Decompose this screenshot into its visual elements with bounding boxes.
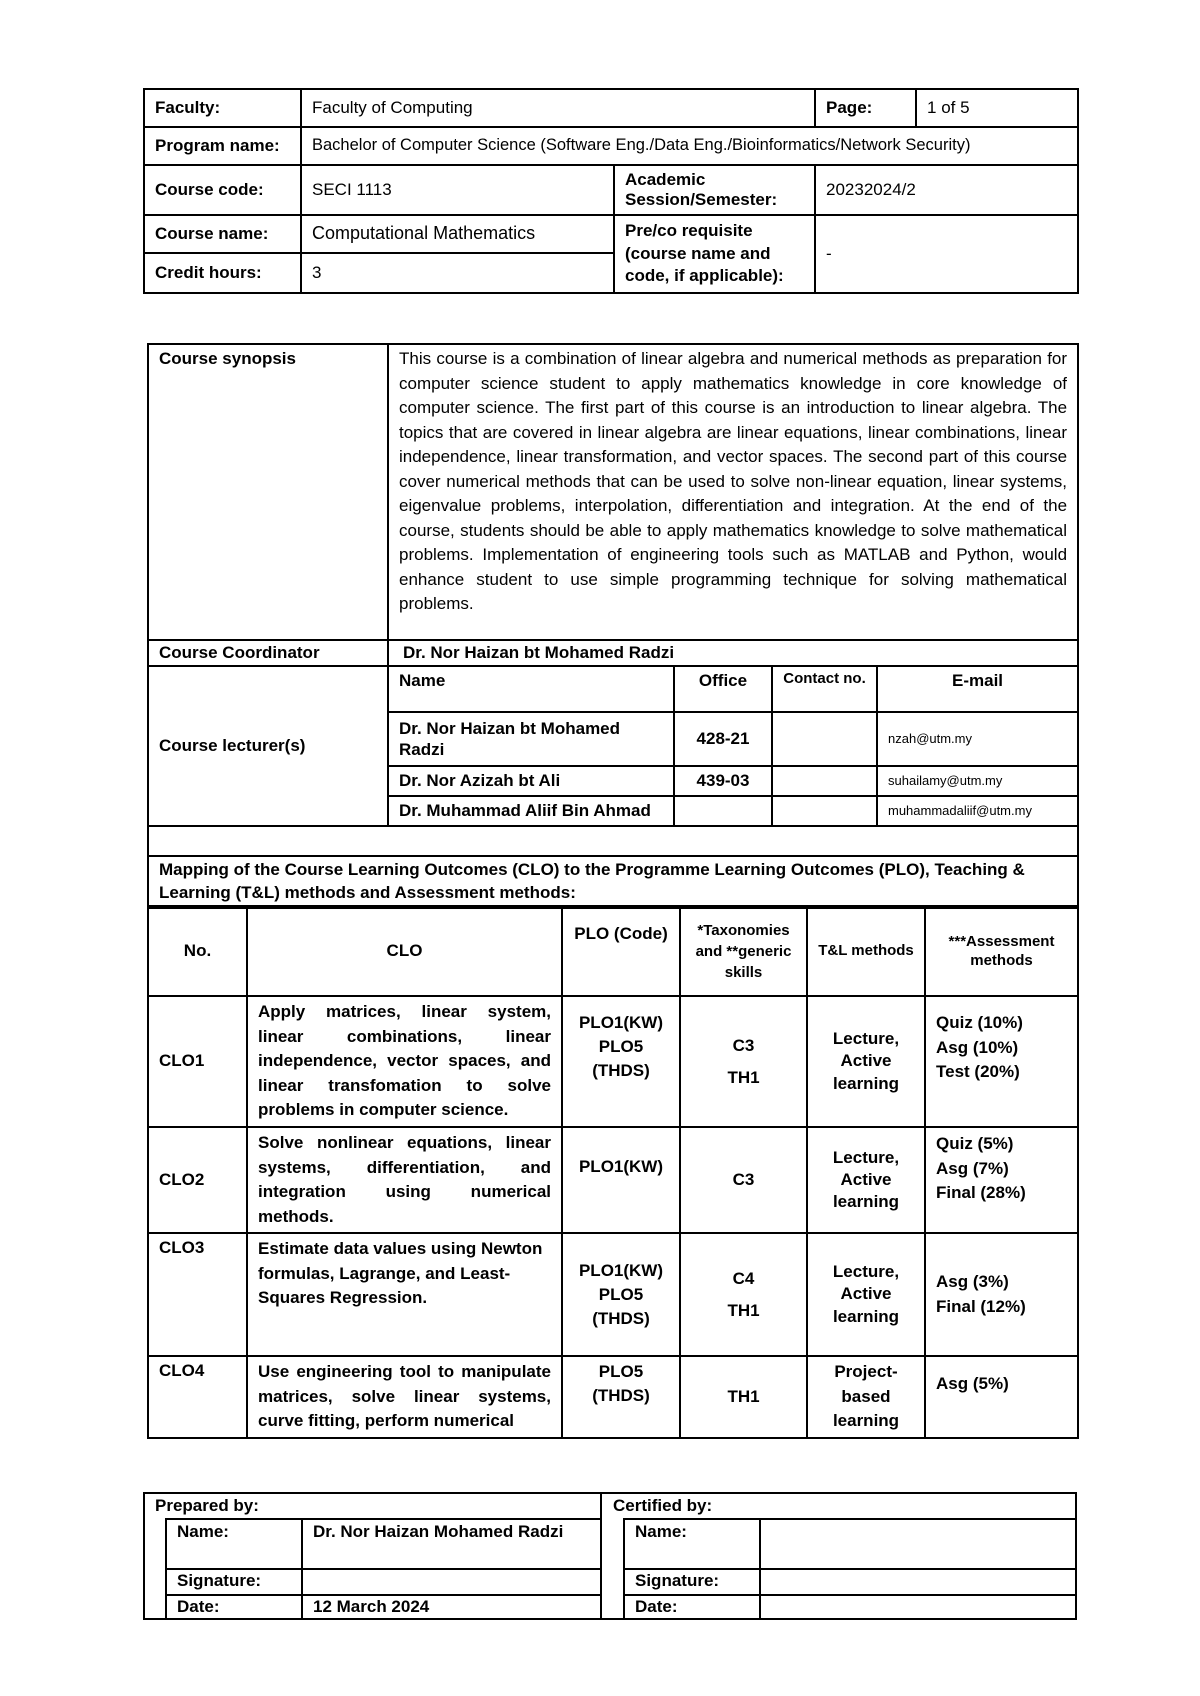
lecturer-office: 428-21 — [674, 712, 772, 766]
assessment-line: Asg (7%) — [936, 1158, 1009, 1178]
lecturer-contact — [772, 712, 877, 766]
table-row — [148, 1127, 1078, 1233]
taxonomy — [680, 1233, 807, 1356]
approval-block — [143, 1492, 1077, 1620]
plo-line: PLO5 — [598, 1037, 644, 1056]
lecturers-label: Course lecturer(s) — [148, 666, 388, 826]
plo-line: PLO5 — [598, 1284, 644, 1304]
plo-code — [562, 1233, 680, 1356]
taxonomy-line: C4 — [732, 1268, 755, 1288]
plo-line: PLO5 — [598, 1362, 644, 1381]
taxonomy — [680, 996, 807, 1127]
plo-line: PLO1(KW) — [578, 1013, 664, 1032]
plo-code — [562, 1356, 680, 1438]
assessment — [925, 996, 1078, 1127]
lecturer-email: suhailamy@utm.my — [877, 766, 1078, 796]
lecturer-col-office: Office — [674, 666, 772, 712]
assessment-line: Quiz (10%) — [936, 1013, 1023, 1032]
lecturer-name: Dr. Nor Haizan bt Mohamed Radzi — [388, 712, 674, 766]
clo-description: Use engineering tool to manipulate matrices, solve linear systems, curve fitting, perform numerical — [247, 1356, 562, 1438]
assessment-line: Asg (5%) — [936, 1374, 1009, 1393]
certified-name-label: Name: — [635, 1522, 687, 1541]
clo-description: Apply matrices, linear system, linear combinations, linear independence, vector spaces, and linear transfomation to solve problems in computer science. — [247, 996, 562, 1127]
tl-method: Lecture, Active learning — [807, 1127, 925, 1233]
lecturer-email: muhammadaliif@utm.my — [877, 796, 1078, 826]
col-plo: PLO (Code) — [562, 906, 680, 996]
plo-code — [562, 1127, 680, 1233]
plo-line: PLO1(KW) — [578, 1157, 664, 1176]
clo-number: CLO4 — [148, 1356, 247, 1438]
synopsis-text: This course is a combination of linear algebra and numerical methods as preparation for computer science student to apply mathematics knowledge in core knowledge of computer science. The first part of this course is an introduction to linear algebra. The topics that are covered in linear algebra are linear equations, linear combinations, linear independence, linear transformation, and vector spaces. The second part of this course cover numerical methods that can be used to solve non-linear equation, linear systems, eigenvalue problems, interpolation, differentiation and integration. At the end of the course, students should be able to apply mathematics knowledge to solve mathematical problems. Implementation of engineering tools such as MATLAB and Python, would enhance student to use simple programming technique for solving mathematical problems. — [388, 344, 1078, 640]
prerequisite-value: - — [815, 215, 1078, 293]
spacer-row — [148, 826, 1078, 856]
faculty-value: Faculty of Computing — [301, 89, 815, 127]
plo-line: PLO1(KW) — [578, 1260, 664, 1280]
taxonomy — [680, 1356, 807, 1438]
lecturer-col-contact: Contact no. — [772, 666, 877, 712]
lecturer-email: nzah@utm.my — [877, 712, 1078, 766]
lecturer-office: 439-03 — [674, 766, 772, 796]
clo-description: Estimate data values using Newton formulas, Lagrange, and Least-Squares Regression. — [247, 1233, 562, 1356]
certified-by-label: Certified by: — [613, 1496, 713, 1515]
plo-line: (THDS) — [592, 1061, 650, 1080]
session-value: 20232024/2 — [815, 165, 1078, 215]
credit-hours-label: Credit hours: — [144, 253, 301, 293]
course-code-value: SECI 1113 — [301, 165, 614, 215]
lecturer-contact — [772, 796, 877, 826]
certified-grid — [623, 1518, 1077, 1620]
lecturer-name: Dr. Muhammad Aliif Bin Ahmad — [388, 796, 674, 826]
lecturer-col-email: E-mail — [877, 666, 1078, 712]
course-header-table — [143, 88, 1079, 294]
session-label: Academic Session/Semester: — [614, 165, 815, 215]
plo-line: (THDS) — [592, 1386, 650, 1405]
credit-hours-value: 3 — [301, 253, 614, 293]
certified-signature-label: Signature: — [635, 1571, 720, 1590]
taxonomy — [680, 1127, 807, 1233]
prepared-name-label: Name: — [177, 1522, 229, 1541]
col-taxonomies: *Taxonomies and **generic skills — [680, 906, 807, 996]
course-code-label: Course code: — [144, 165, 301, 215]
taxonomy-line: TH1 — [727, 1067, 760, 1087]
tl-method: Lecture, Active learning — [807, 1233, 925, 1356]
assessment-line: Final (12%) — [936, 1296, 1026, 1316]
prerequisite-label: Pre/co requisite (course name and code, if applicable): — [614, 215, 815, 293]
table-row — [148, 1356, 1078, 1438]
assessment — [925, 1356, 1078, 1438]
clo-number: CLO3 — [148, 1233, 247, 1356]
synopsis-label: Course synopsis — [148, 344, 388, 640]
program-label: Program name: — [144, 127, 301, 165]
taxonomy-line: TH1 — [727, 1300, 760, 1320]
lecturer-contact — [772, 766, 877, 796]
assessment-line: Asg (3%) — [936, 1272, 1009, 1291]
prepared-date-value: 12 March 2024 — [313, 1597, 430, 1616]
course-name-label: Course name: — [144, 215, 301, 253]
program-value: Bachelor of Computer Science (Software Eng./Data Eng./Bioinformatics/Network Security) — [301, 127, 1078, 165]
prepared-by-label: Prepared by: — [155, 1496, 259, 1515]
col-no: No. — [148, 906, 247, 996]
plo-code — [562, 996, 680, 1127]
prepared-grid — [165, 1518, 600, 1620]
course-details-table — [147, 343, 1079, 909]
table-row — [148, 996, 1078, 1127]
coordinator-label: Course Coordinator — [148, 640, 388, 666]
faculty-label: Faculty: — [144, 89, 301, 127]
assessment-line: Quiz (5%) — [936, 1134, 1014, 1153]
assessment-line: Asg (10%) — [936, 1037, 1019, 1057]
clo-description: Solve nonlinear equations, linear systems, differentiation, and integration using numerical methods. — [247, 1127, 562, 1233]
table-row — [148, 1233, 1078, 1356]
page-value: 1 of 5 — [916, 89, 1078, 127]
page-label: Page: — [815, 89, 916, 127]
assessment — [925, 1127, 1078, 1233]
clo-number: CLO2 — [148, 1127, 247, 1233]
taxonomy-line: TH1 — [727, 1386, 760, 1406]
col-assessment: ***Assessment methods — [925, 906, 1078, 996]
prepared-name-value: Dr. Nor Haizan Mohamed Radzi — [313, 1522, 564, 1541]
clo-number: CLO1 — [148, 996, 247, 1127]
lecturer-office — [674, 796, 772, 826]
lecturer-name: Dr. Nor Azizah bt Ali — [388, 766, 674, 796]
clo-mapping-table — [147, 905, 1079, 1439]
coordinator-name: Dr. Nor Haizan bt Mohamed Radzi — [388, 640, 1078, 666]
assessment-line: Test (20%) — [936, 1062, 1020, 1081]
plo-line: (THDS) — [592, 1308, 650, 1328]
certified-date-label: Date: — [635, 1597, 678, 1616]
assessment-line: Final (28%) — [936, 1183, 1026, 1202]
lecturer-col-name: Name — [388, 666, 674, 712]
taxonomy-line: C3 — [732, 1169, 755, 1189]
taxonomy-line: C3 — [732, 1035, 755, 1055]
prepared-signature-label: Signature: — [177, 1571, 262, 1590]
prepared-date-label: Date: — [177, 1597, 220, 1616]
col-clo: CLO — [247, 906, 562, 996]
tl-method: Lecture, Active learning — [807, 996, 925, 1127]
assessment — [925, 1233, 1078, 1356]
tl-method: Project-based learning — [807, 1356, 925, 1438]
course-name-value: Computational Mathematics — [301, 215, 614, 253]
col-tl-methods: T&L methods — [807, 906, 925, 996]
mapping-title: Mapping of the Course Learning Outcomes (CLO) to the Programme Learning Outcomes (PLO), Teaching & Learning (T&L) methods and Assessment methods: — [148, 856, 1078, 908]
